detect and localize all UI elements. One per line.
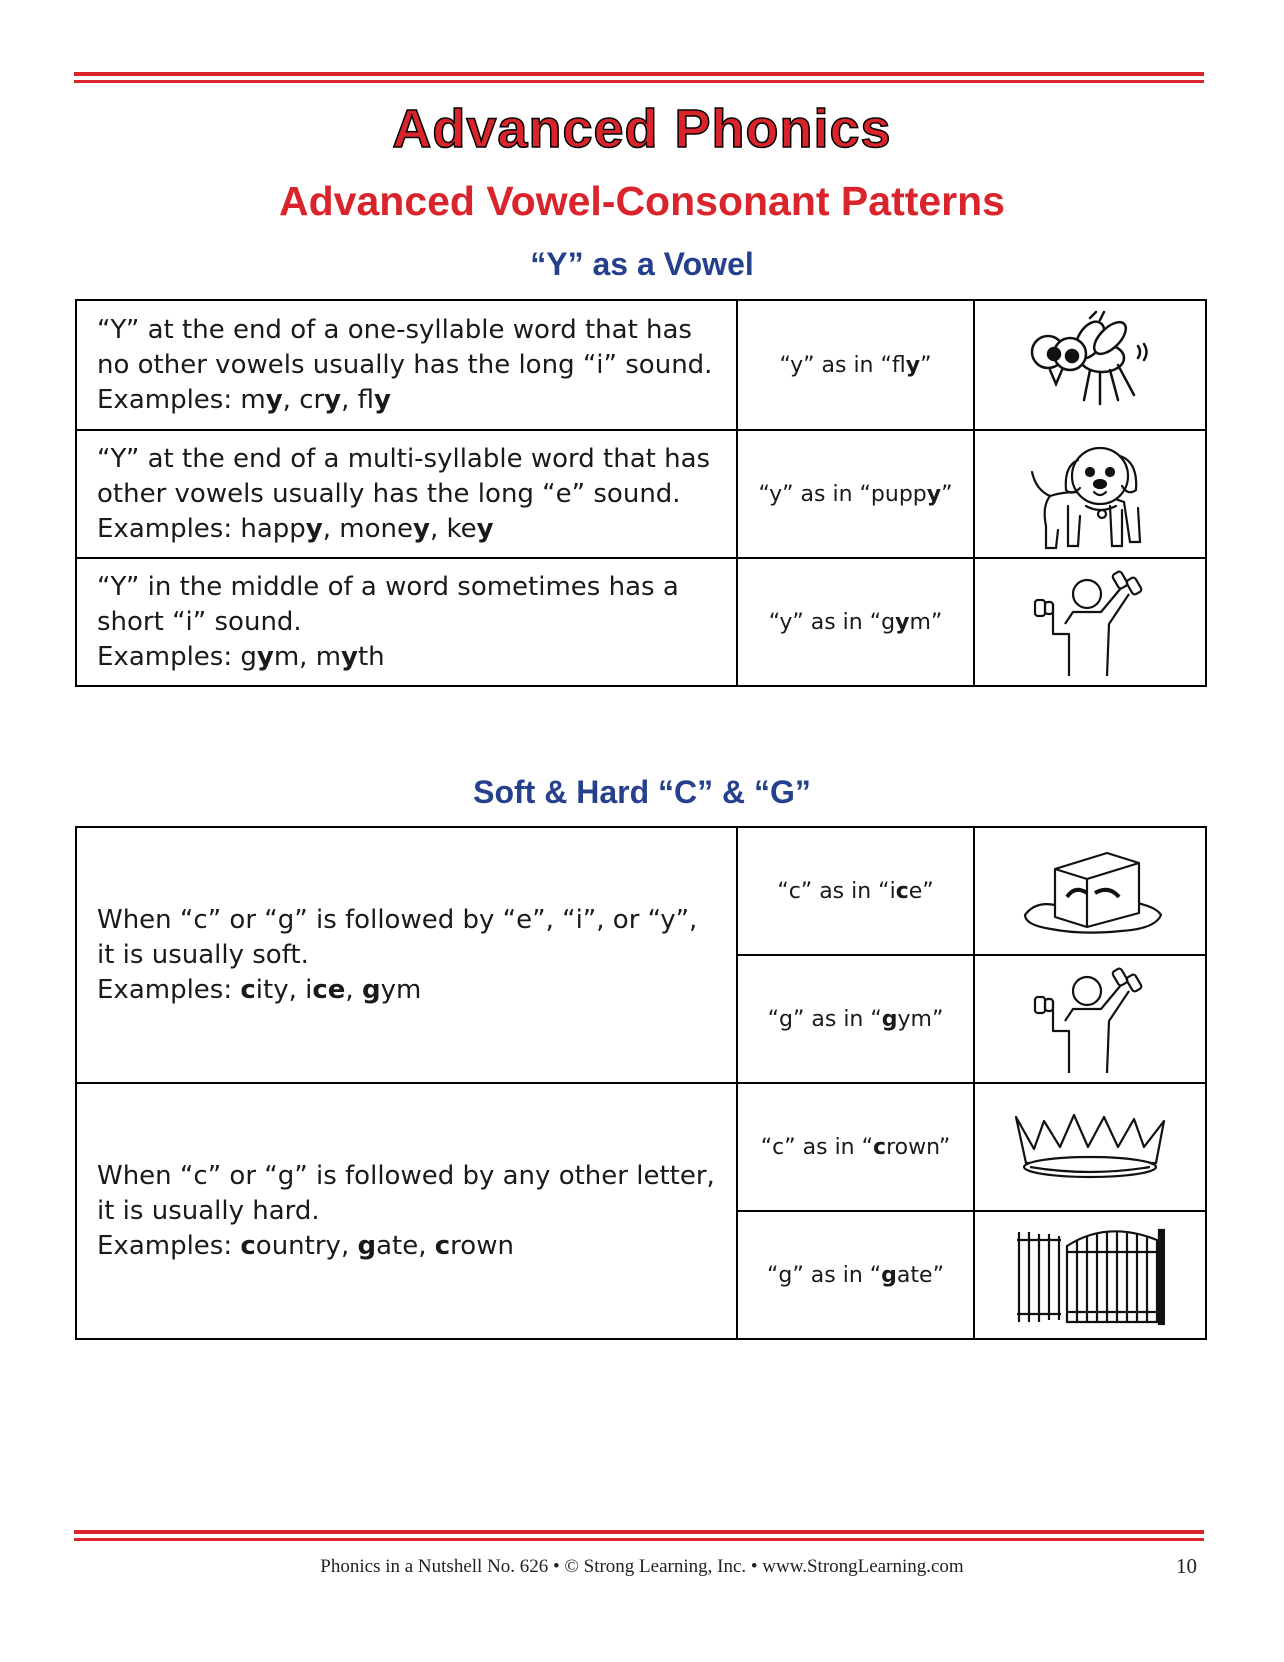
crown-icon (1010, 1107, 1170, 1187)
example-word-cell: “c” as in “ice” (737, 827, 974, 955)
example-word-cell: “g” as in “gate” (737, 1211, 974, 1339)
fly-icon (1020, 310, 1160, 420)
examples-line: Examples: gym, myth (97, 641, 385, 672)
bottom-rule (74, 1530, 1204, 1542)
table-row (76, 1083, 1206, 1211)
gym-icon (1025, 564, 1155, 680)
page-subtitle: Advanced Vowel-Consonant Patterns (279, 178, 1005, 224)
picture-cell (974, 955, 1206, 1083)
table-row (76, 430, 1206, 558)
table-row (76, 300, 1206, 430)
rule-text: “Y” in the middle of a word sometimes has a short “i” sound. (97, 571, 679, 637)
page-title: Advanced Phonics (392, 99, 892, 159)
example-word-cell: “c” as in “crown” (737, 1083, 974, 1211)
picture-cell (974, 1083, 1206, 1211)
rule-text: When “c” or “g” is followed by “e”, “i”, or “y”, it is usually soft. (97, 904, 698, 970)
rule-cell (76, 430, 737, 558)
gym-icon (1025, 961, 1155, 1077)
ice-cube-icon (1015, 841, 1165, 941)
example-word-cell: “g” as in “gym” (737, 955, 974, 1083)
page-number: 10 (1176, 1554, 1197, 1578)
examples-line: Examples: country, gate, crown (97, 1230, 514, 1261)
picture-cell (974, 827, 1206, 955)
table-row (76, 558, 1206, 686)
examples-line: Examples: city, ice, gym (97, 974, 422, 1005)
rule-text: “Y” at the end of a multi-syllable word that has other vowels usually has the long “e” sound. (97, 443, 711, 509)
table-row (76, 827, 1206, 955)
section-heading-c-g: Soft & Hard “C” & “G” (473, 774, 811, 810)
example-word-cell: “y” as in “gym” (737, 558, 974, 686)
rule-cell (76, 827, 737, 1083)
gate-icon (1015, 1222, 1165, 1328)
picture-cell (974, 558, 1206, 686)
y-vowel-table (75, 299, 1207, 687)
c-g-table (75, 826, 1207, 1340)
picture-cell (974, 430, 1206, 558)
footer-text: Phonics in a Nutshell No. 626 • © Strong Learning, Inc. • www.StrongLearning.com (320, 1556, 964, 1577)
example-word-cell: “y” as in “fly” (737, 300, 974, 430)
rule-cell (76, 558, 737, 686)
picture-cell (974, 1211, 1206, 1339)
examples-line: Examples: my, cry, fly (97, 384, 391, 415)
rule-cell (76, 300, 737, 430)
rule-text: “Y” at the end of a one-syllable word that has no other vowels usually has the long “i” sound. (97, 314, 713, 380)
example-word-cell: “y” as in “puppy” (737, 430, 974, 558)
top-rule (74, 72, 1204, 84)
rule-text: When “c” or “g” is followed by any other letter, it is usually hard. (97, 1160, 715, 1226)
picture-cell (974, 300, 1206, 430)
rule-cell (76, 1083, 737, 1339)
puppy-icon (1020, 436, 1160, 552)
examples-line: Examples: happy, money, key (97, 513, 494, 544)
section-heading-y-vowel: “Y” as a Vowel (530, 246, 754, 282)
